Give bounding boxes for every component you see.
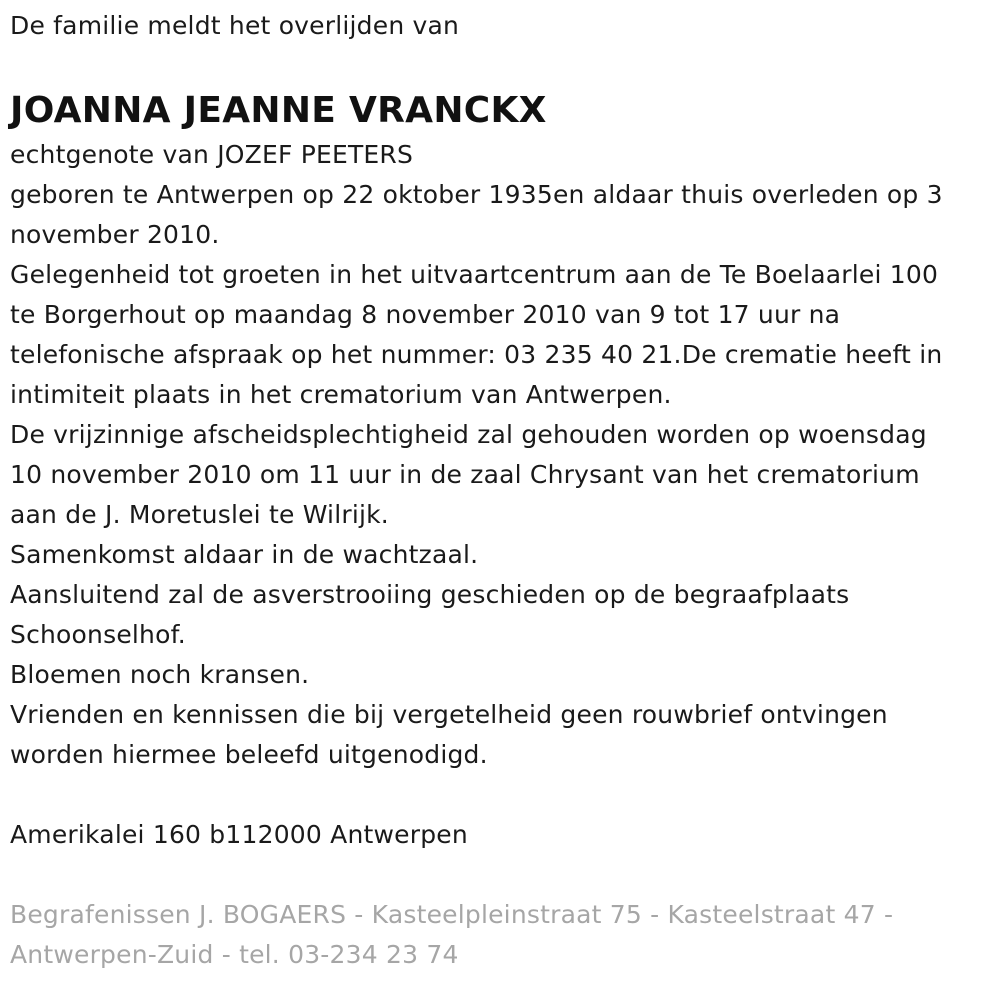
body-line: Vrienden en kennissen die bij vergetelheid geen rouwbrief ontvingen (10, 700, 888, 729)
deceased-name: JOANNA JEANNE VRANCKX (10, 90, 547, 131)
body-line: te Borgerhout op maandag 8 november 2010 van 9 tot 17 uur na (10, 300, 841, 329)
body-line: Samenkomst aldaar in de wachtzaal. (10, 540, 479, 569)
body-line: 10 november 2010 om 11 uur in de zaal Chrysant van het crematorium (10, 460, 920, 489)
funeral-home-footer (10, 895, 995, 975)
body-line: Aansluitend zal de asverstrooiing geschieden op de begraafplaats (10, 580, 850, 609)
body-line: november 2010. (10, 220, 220, 249)
footer-line: Begrafenissen J. BOGAERS - Kasteelpleinstraat 75 - Kasteelstraat 47 - (10, 900, 894, 929)
obituary-notice (10, 0, 995, 975)
body-line: Gelegenheid tot groeten in het uitvaartcentrum aan de Te Boelaarlei 100 (10, 260, 939, 289)
body-line: worden hiermee beleefd uitgenodigd. (10, 740, 488, 769)
body-line: De vrijzinnige afscheidsplechtigheid zal gehouden worden op woensdag (10, 420, 927, 449)
address: Amerikalei 160 b112000 Antwerpen (10, 820, 468, 849)
body-line: Bloemen noch kransen. (10, 660, 310, 689)
body-line: aan de J. Moretuslei te Wilrijk. (10, 500, 389, 529)
body-line: intimiteit plaats in het crematorium van Antwerpen. (10, 380, 672, 409)
footer-line: Antwerpen-Zuid - tel. 03-234 23 74 (10, 940, 459, 969)
intro-text: De familie meldt het overlijden van (10, 11, 460, 40)
body-line: echtgenote van JOZEF PEETERS (10, 140, 414, 169)
body-line: Schoonselhof. (10, 620, 186, 649)
body-line: telefonische afspraak op het nummer: 03 235 40 21.De crematie heeft in (10, 340, 943, 369)
obituary-body (10, 135, 995, 775)
body-line: geboren te Antwerpen op 22 oktober 1935en aldaar thuis overleden op 3 (10, 180, 943, 209)
